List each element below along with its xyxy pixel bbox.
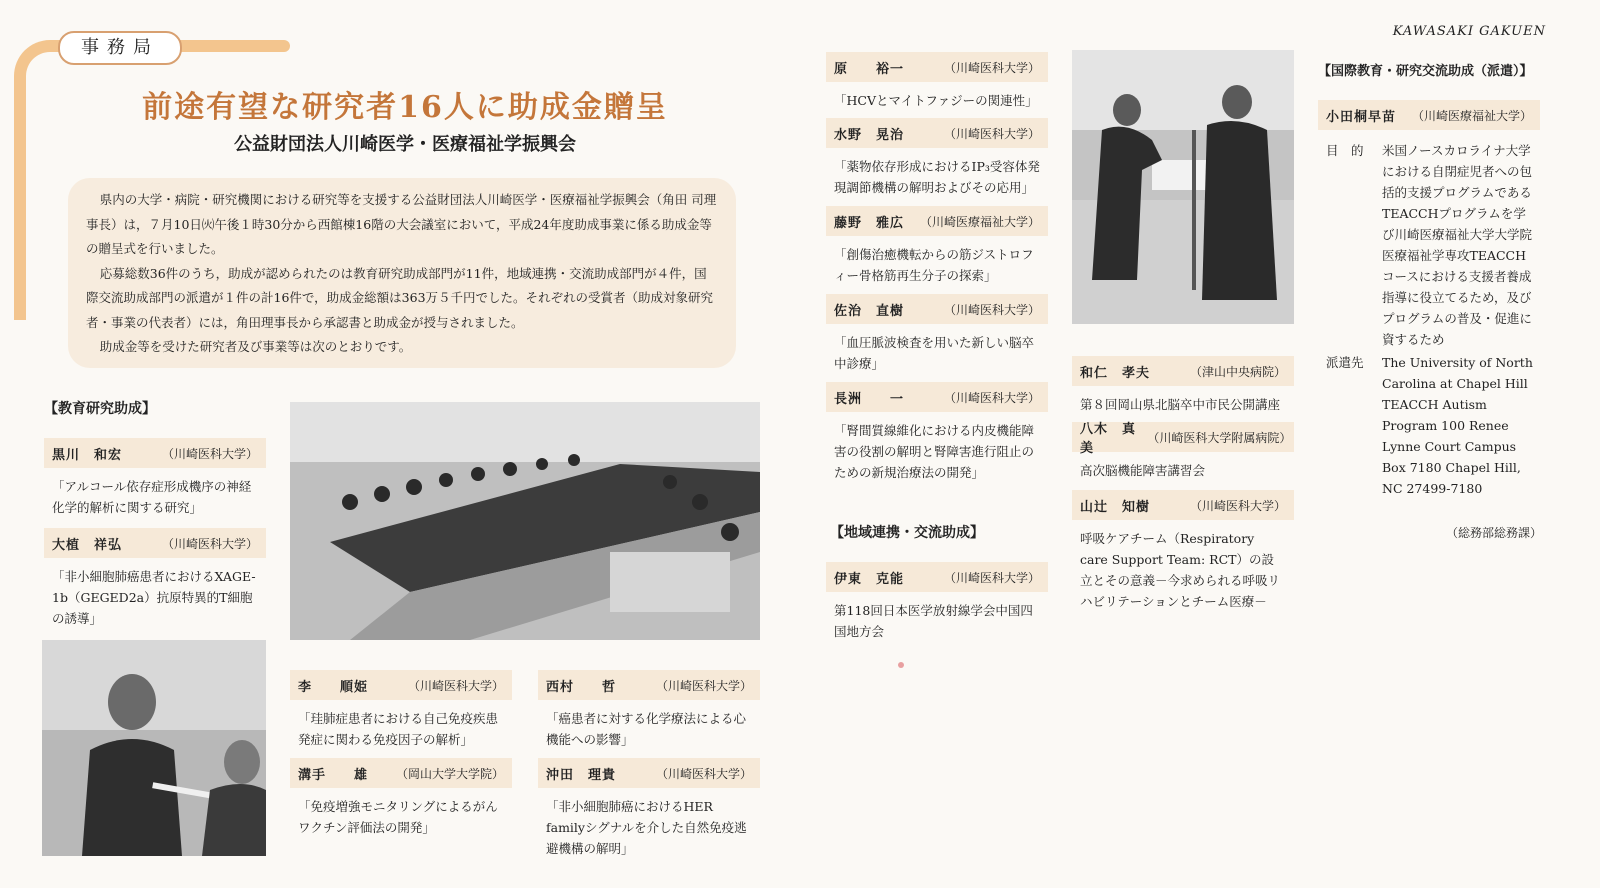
awardee-title: 「腎間質線維化における内皮機能障害の役割の解明と腎障害進行阻止のための新規治療法の開発」 [834, 423, 1035, 480]
awardee-title: 「薬物依存形成におけるIP₃受容体発現調節機構の解明およびその応用」 [834, 159, 1040, 195]
awardee-title: 第118回日本医学放射線学会中国四国地方会 [834, 603, 1033, 639]
awardee-name: 原 裕一 [834, 61, 905, 77]
awardee-name: 水野 晃治 [834, 127, 905, 143]
awardee-name: 溝手 雄 [298, 767, 369, 783]
awardee-affiliation: （川崎医科大学） [1189, 498, 1286, 513]
awardee-name: 西村 哲 [546, 679, 617, 695]
destination-text: The University of North Carolina at Chapel Hill TEACCH Autism Program 100 Renee Lynne Court Campus Box 7180 Chapel Hill, NC 27499-7180 [1382, 355, 1533, 496]
awardee-affiliation: （川崎医科大学） [407, 678, 504, 693]
international-purpose [1326, 140, 1538, 350]
awardee-affiliation: （川崎医科大学） [943, 570, 1040, 585]
awardee-title: 高次脳機能障害講習会 [1080, 463, 1206, 478]
awardee-affiliation: （川崎医科大学） [943, 302, 1040, 317]
photo-meeting [290, 402, 760, 640]
destination-label: 派遣先 [1326, 355, 1364, 370]
awardee-bar [290, 758, 512, 788]
awardee-bar [538, 758, 760, 788]
awardee-title: 「癌患者に対する化学療法による心機能への影響」 [546, 711, 747, 747]
awardee-name: 藤野 雅広 [834, 215, 905, 231]
awardee-affiliation: （川崎医療福祉大学） [1411, 108, 1532, 123]
awardee-title: 「珪肺症患者における自己免疫疾患発症に関わる免疫因子の解析」 [298, 711, 499, 747]
awardee-bar [44, 438, 266, 468]
awardee-title: 呼吸ケアチーム（Respiratory care Support Team: RCT）の設立とその意義－今求められる呼吸リハビリテーションとチーム医療－ [1080, 531, 1281, 609]
awardee-name: 伊東 克能 [834, 571, 905, 587]
purpose-label: 目 的 [1326, 143, 1364, 158]
subtitle: 公益財団法人川崎医学・医療福祉学振興会 [234, 134, 576, 155]
awardee-affiliation: （岡山大学大学院） [395, 766, 504, 781]
purpose-text: 米国ノースカロライナ大学における自閉症児者への包括的支援プログラムであるTEACCHプログラムを学び川崎医療福祉大学大学院医療福祉学専攻TEACCHコースにおける支援者養成指導に役立てるため，及びプログラムの普及・促進に資するため [1382, 143, 1533, 347]
intro-paragraph: 助成金等を受けた研究者及び事業等は次のとおりです。 [99, 339, 412, 354]
awardee-name: 沖田 理貴 [546, 767, 617, 783]
awardee-bar [290, 670, 512, 700]
awardee-bar [826, 562, 1048, 592]
awardee-affiliation: （川崎医科大学） [161, 536, 258, 551]
awardee-bar [1072, 490, 1294, 520]
awardee-bar [538, 670, 760, 700]
awardee-name: 黒川 和宏 [52, 447, 123, 463]
awardee-bar [826, 294, 1048, 324]
awardee-bar [826, 52, 1048, 82]
awardee-title: 「HCVとマイトファジーの関連性」 [834, 93, 1038, 108]
awardee-title: 「非小細胞肺癌患者におけるXAGE-1b（GEGED2a）抗原特異的T細胞の誘導」 [52, 569, 256, 626]
awardee-title: 「血圧脈波検査を用いた新しい脳卒中診療」 [834, 335, 1035, 371]
photo-speaker [42, 640, 266, 856]
awardee-name: 長洲 一 [834, 391, 905, 407]
section-international-heading: 【国際教育・研究交流助成（派遣）】 [1318, 64, 1533, 79]
awardee-title: 「非小細胞肺癌におけるHER familyシグナルを介した自然免疫逃避機構の解明」 [546, 799, 747, 856]
awardee-affiliation: （川崎医療福祉大学） [919, 214, 1040, 229]
international-destination [1326, 352, 1538, 499]
awardee-title: 第８回岡山県北脳卒中市民公開講座 [1080, 397, 1281, 412]
awardee-bar [826, 206, 1048, 236]
awardee-title: 「創傷治癒機転からの筋ジストロフィー骨格筋再生分子の探索」 [834, 247, 1034, 283]
awardee-affiliation: （川崎医科大学） [655, 678, 752, 693]
awardee-bar [826, 118, 1048, 148]
awardee-name: 李 順姫 [298, 679, 369, 695]
awardee-title: 「アルコール依存症形成機序の神経化学的解析に関する研究」 [52, 479, 252, 515]
awardee-affiliation: （川崎医科大学） [943, 126, 1040, 141]
awardee-name: 佐治 直樹 [834, 303, 905, 319]
awardee-affiliation: （川崎医科大学） [655, 766, 752, 781]
header-frame [14, 40, 62, 320]
intro-box [68, 178, 736, 368]
awardee-affiliation: （川崎医科大学） [161, 446, 258, 461]
awardee-title: 「免疫増強モニタリングによるがんワクチン評価法の開発」 [298, 799, 498, 835]
awardee-bar [826, 382, 1048, 412]
awardee-affiliation: （川崎医科大学附属病院） [1147, 430, 1292, 445]
department-badge: 事務局 [58, 31, 182, 65]
awardee-name: 大植 祥弘 [52, 537, 123, 553]
awardee-name: 和仁 孝夫 [1080, 365, 1151, 381]
signature: （総務部総務課） [1446, 526, 1543, 540]
awardee-affiliation: （川崎医科大学） [943, 390, 1040, 405]
awardee-bar [1318, 100, 1540, 130]
running-title: KAWASAKI GAKUEN [1392, 24, 1546, 39]
section-regional-heading: 【地域連携・交流助成】 [830, 525, 984, 541]
awardee-name: 八木 真美 [1080, 422, 1137, 456]
awardee-affiliation: （川崎医科大学） [943, 60, 1040, 75]
awardee-bar [44, 528, 266, 558]
awardee-bar [1072, 422, 1294, 456]
intro-paragraph: 県内の大学・病院・研究機関における研究等を支援する公益財団法人川崎医学・医療福祉学振興会（角田 司理事長）は，７月10日㈫午後１時30分から西館棟16階の大会議室において，平成24年度助成事業に係る助成金等の贈呈式を行いました。 [86, 192, 717, 256]
section-education-heading: 【教育研究助成】 [44, 401, 156, 417]
awardee-name: 小田桐早苗 [1326, 109, 1397, 125]
awardee-bar [1072, 356, 1294, 386]
awardee-affiliation: （津山中央病院） [1189, 364, 1286, 379]
decorative-dot [898, 662, 904, 668]
photo-award-handover [1072, 50, 1294, 324]
headline: 前途有望な研究者16人に助成金贈呈 [142, 90, 668, 125]
intro-paragraph: 応募総数36件のうち，助成が認められたのは教育研究助成部門が11件，地域連携・交流助成部門が４件，国際交流助成部門の派遣が１件の計16件で，助成金総額は363万５千円でした。それぞれの受賞者（助成対象研究者・事業の代表者）には，角田理事長から承認書と助成金が授与されました。 [86, 265, 714, 330]
awardee-name: 山辻 知樹 [1080, 499, 1151, 515]
